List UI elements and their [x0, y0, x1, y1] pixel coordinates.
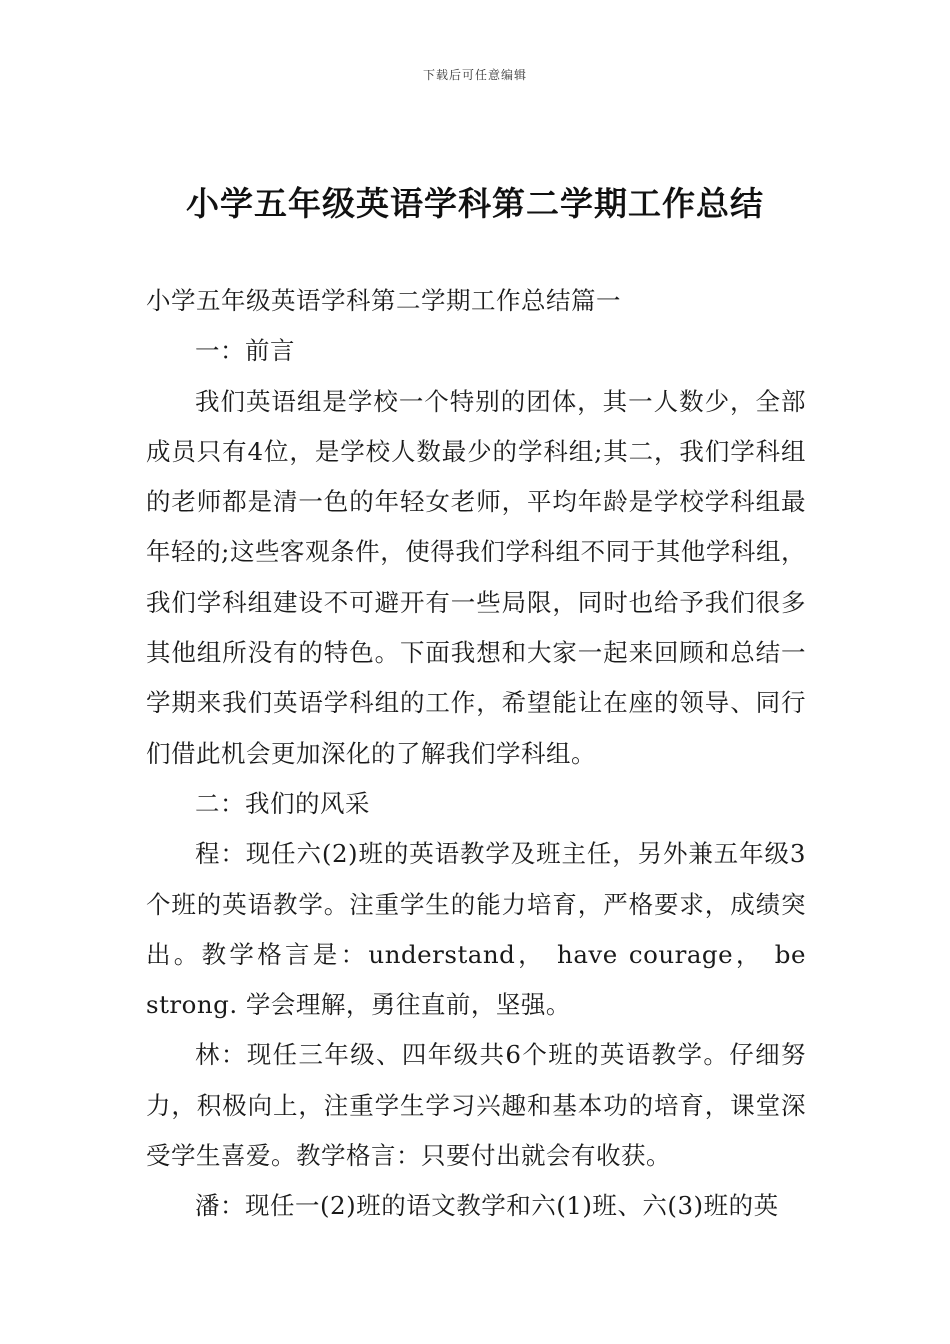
paragraph-teacher-lin: 林：现任三年级、四年级共6个班的英语教学。仔细努力，积极向上，注重学生学习兴趣和基本功的培育，课堂深受学生喜爱。教学格言：只要付出就会有收获。 — [146, 1040, 806, 1171]
header-note: 下载后可任意编辑 — [422, 68, 527, 82]
paragraph-teacher-pan: 潘：现任一(2)班的语文教学和六(1)班、六(3)班的英 — [195, 1191, 779, 1221]
section-heading-2: 二：我们的风采 — [195, 788, 370, 818]
document-body — [146, 276, 806, 1232]
paragraph-teacher-cheng: 程：现任六(2)班的英语教学及班主任，另外兼五年级3个班的英语教学。注重学生的能力培育，严格要求，成绩突出。教学格言是：understand， have courage， be strong. 学会理解，勇往直前，坚强。 — [146, 839, 806, 1020]
document-title: 小学五年级英语学科第二学期工作总结 — [186, 184, 764, 223]
section-heading-1: 一：前言 — [195, 336, 295, 366]
paragraph-intro: 我们英语组是学校一个特别的团体，其一人数少，全部成员只有4位，是学校人数最少的学科组;其二，我们学科组的老师都是清一色的年轻女老师，平均年龄是学校学科组最年轻的;这些客观条件，使得我们学科组不同于其他学科组，我们学科组建设不可避开有一些局限，同时也给予我们很多其他组所没有的特色。下面我想和大家一起来回顾和总结一学期来我们英语学科组的工作，希望能让在座的领导、同行们借此机会更加深化的了解我们学科组。 — [146, 386, 806, 768]
document-subtitle: 小学五年级英语学科第二学期工作总结篇一 — [146, 286, 621, 315]
